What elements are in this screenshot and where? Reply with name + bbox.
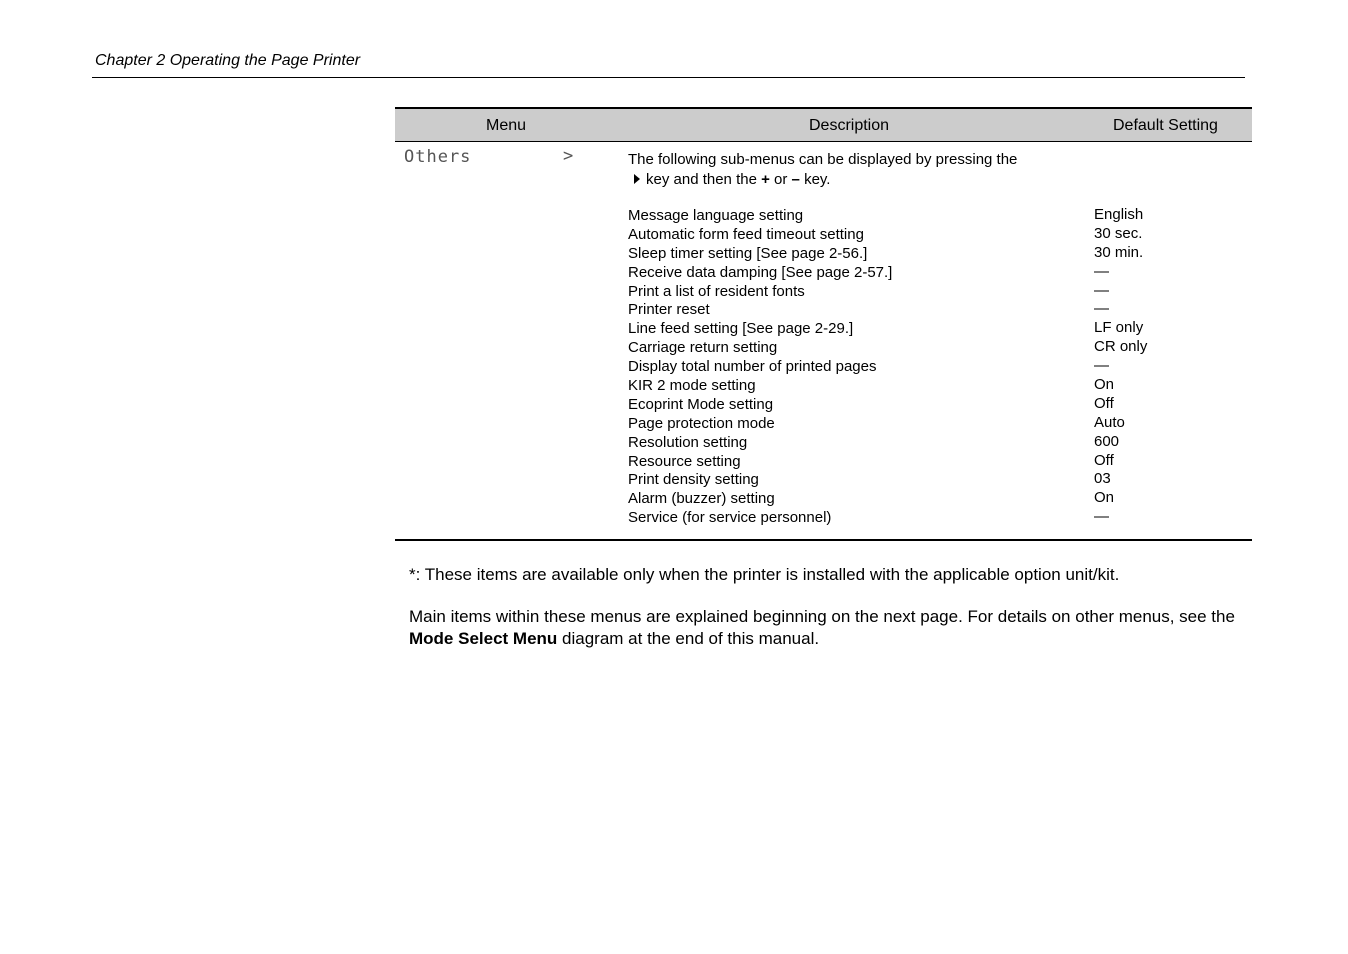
default-value: —	[1094, 300, 1109, 318]
default-value: Off	[1094, 394, 1114, 412]
lcd-arrow-icon: >	[563, 146, 574, 166]
intro-line-2	[628, 170, 1078, 190]
column-header-description: Description	[809, 117, 890, 134]
table-header	[395, 109, 1252, 142]
default-value: 30 min.	[1094, 243, 1144, 261]
column-header-menu: Menu	[486, 117, 527, 134]
table-body	[395, 142, 1252, 539]
mode-select-menu-reference: Mode Select Menu	[409, 629, 558, 648]
default-value: Auto	[1094, 413, 1125, 431]
list-item: Page protection mode	[628, 414, 775, 432]
default-value: —	[1094, 357, 1109, 375]
list-item: Service (for service personnel)	[628, 509, 832, 527]
lcd-menu-label: Others	[404, 147, 472, 167]
list-item: Automatic form feed timeout setting	[628, 225, 864, 243]
list-item: Message language setting	[628, 207, 804, 224]
default-value: —	[1094, 281, 1109, 299]
submenu-list	[628, 207, 1088, 528]
list-item: Alarm (buzzer) setting	[628, 490, 775, 508]
paragraph-text-1: Main items within these menus are explained beginning on the next page. For details on other menus, see the	[409, 607, 1235, 626]
intro-line-1: The following sub-menus can be displayed by pressing the	[628, 151, 1018, 168]
default-value: LF only	[1094, 319, 1144, 337]
list-item: Receive data damping [See page 2-57.]	[628, 263, 893, 281]
default-value: 600	[1094, 432, 1120, 450]
or-text: or	[774, 171, 788, 188]
footnote: *: These items are available only when the printer is installed with the applicable option unit/kit.	[409, 565, 1120, 584]
list-item: Ecoprint Mode setting	[628, 395, 774, 413]
default-value: —	[1094, 508, 1109, 526]
minus-key: –	[791, 171, 800, 188]
running-head: Chapter 2 Operating the Page Printer	[95, 52, 361, 69]
list-item: Resource setting	[628, 452, 741, 470]
default-settings-list	[1094, 206, 1244, 527]
intro-key-text: key and then the	[646, 171, 757, 188]
default-value: Off	[1094, 451, 1114, 469]
header-rule	[92, 77, 1245, 78]
default-value: 03	[1094, 470, 1111, 488]
column-header-default: Default Setting	[1113, 117, 1218, 134]
default-value: On	[1094, 489, 1115, 507]
plus-key: +	[761, 171, 770, 188]
list-item: Print a list of resident fonts	[628, 282, 805, 300]
right-triangle-key-icon	[634, 174, 640, 184]
menu-table	[395, 107, 1252, 541]
list-item: Printer reset	[628, 301, 710, 319]
paragraph-text-2: diagram at the end of this manual.	[557, 629, 820, 648]
list-item: Resolution setting	[628, 433, 748, 451]
default-value: —	[1094, 262, 1109, 280]
list-item: Line feed setting [See page 2-29.]	[628, 320, 854, 338]
list-item: Print density setting	[628, 471, 759, 489]
list-item: Display total number of printed pages	[628, 358, 877, 376]
default-value: CR only	[1094, 338, 1148, 356]
default-value: On	[1094, 376, 1115, 394]
intro-text	[628, 150, 1078, 190]
list-item: Carriage return setting	[628, 339, 778, 357]
list-item: Sleep timer setting [See page 2-56.]	[628, 244, 868, 262]
intro-end-text: key.	[804, 171, 831, 188]
default-value: 30 sec.	[1094, 224, 1143, 242]
default-value: English	[1094, 206, 1144, 223]
body-paragraph	[409, 606, 1239, 650]
list-item: KIR 2 mode setting	[628, 377, 756, 395]
